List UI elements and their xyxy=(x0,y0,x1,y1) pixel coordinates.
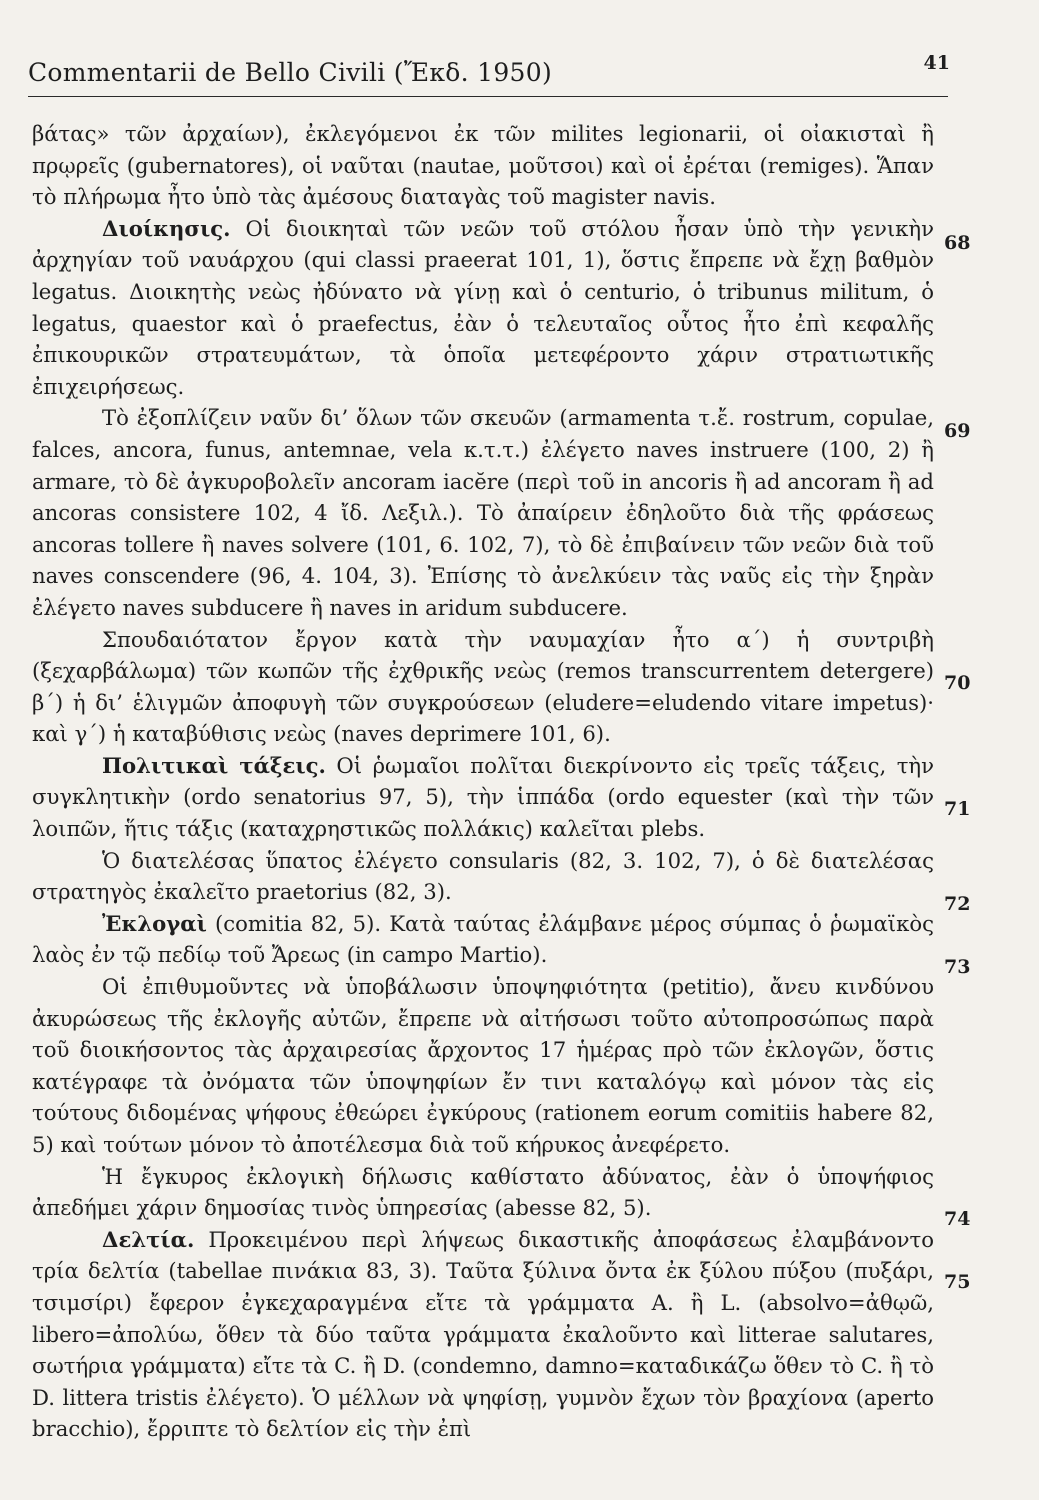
paragraph-text: Σπουδαιότατον ἔργον κατὰ τὴν ναυμαχίαν ἦτο α΄) ἡ συντριβὴ (ξεχαρβάλωμα) τῶν κωπῶν τῆς ἐχθρικῆς νεὼς (remos transcurrentem detergere) β΄) ἡ δι’ ἑλιγμῶν ἀποφυγὴ τῶν συγκρούσεων (eludere=eludendo vitare impetus)· καὶ γ΄) ἡ καταβύθισις νεὼς (naves deprimere 101, 6). xyxy=(32,626,934,747)
paragraph-text: Ὁ διατελέσας ὕπατος ἐλέγετο consularis (82, 3. 102, 7), ὁ δὲ διατελέσας στρατηγὸς ἐκαλεῖτο praetorius (82, 3). xyxy=(32,847,934,905)
paragraph xyxy=(32,971,934,1161)
margin-section-number: 71 xyxy=(944,798,971,820)
paragraph-text: Οἱ ἐπιθυμοῦντες νὰ ὑποβάλωσιν ὑποψηφιότητα (petitio), ἄνευ κινδύνου ἀκυρώσεως τῆς ἐκλογῆς αὐτῶν, ἔπρεπε νὰ αἰτήσωσι τοῦτο αὐτοπροσώπως παρὰ τοῦ διοικήσοντος τὰς ἀρχαιρεσίας ἄρχοντος 17 ἡμέρας πρὸ τῶν ἐκλογῶν, ὅστις κατέγραφε τὰ ὀνόματα τῶν ὑποψηφίων ἔν τινι καταλόγῳ καὶ μόνον τὰς εἰς τούτους διδομένας ψήφους ἐθεώρει ἐγκύρους (rationem eorum comitiis habere 82, 5) καὶ τούτων μόνον τὸ ἀποτέλεσμα διὰ τοῦ κήρυκος ἀνεφέρετο. xyxy=(32,974,934,1157)
paragraph-text: (comitia 82, 5). Κατὰ ταύτας ἐλάμβανε μέρος σύμπας ὁ ῥωμαϊκὸς λαὸς ἐν τῷ πεδίῳ τοῦ Ἄρεως (in campo Martio). xyxy=(32,910,934,968)
page-header xyxy=(28,52,948,97)
paragraph-text: Τὸ ἐξοπλίζειν ναῦν δι’ ὅλων τῶν σκευῶν (armamenta τ.ἔ. rostrum, copulae, falces, ancora, funus, antemnae, vela κ.τ.τ.) ἐλέγετο naves instruere (100, 2) ἢ armare, τὸ δὲ ἀγκυροβολεῖν ancoram iacĕre (περὶ τοῦ in ancoris ἢ ad ancoram ἢ ad ancoras consistere 102, 4 ἴδ. Λεξιλ.). Τὸ ἀπαίρειν ἐδηλοῦτο διὰ τῆς φράσεως ancoras tollere ἢ naves solvere (101, 6. 102, 7), τὸ δὲ ἐπιβαίνειν τῶν νεῶν διὰ τοῦ naves conscendere (96, 4. 104, 3). Ἐπίσης τὸ ἀνελκύειν τὰς ναῦς εἰς τὴν ξηρὰν ἐλέγετο naves subducere ἢ naves in aridum subducere. xyxy=(32,405,934,620)
paragraph-text: Οἱ ῥωμαῖοι πολῖται διεκρίνοντο εἰς τρεῖς τάξεις, τὴν συγκλητικὴν (ordo senatorius 97, 5), τὴν ἱππάδα (ordo equester (καὶ τὴν τῶν λοιπῶν, ἥτις τάξις (καταχρηστικῶς πολλάκις) καλεῖται plebs. xyxy=(32,752,934,842)
margin-section-number: 74 xyxy=(944,1208,971,1230)
running-title: Commentarii de Bello Civili (Ἔκδ. 1950) xyxy=(28,58,553,87)
paragraph-text: Προκειμένου περὶ λήψεως δικαστικῆς ἀποφάσεως ἐλαμβάνοντο τρία δελτία (tabellae πινάκια 83, 3). Ταῦτα ξύλινα ὄντα ἐκ ξύλου πύξου (πυξάρι, τσιμσίρι) ἔφερον ἐγκεχαραγμένα εἴτε τὰ γράμματα A. ἢ L. (absolvo=ἀθῳῶ, libero=ἀπολύω, ὅθεν τὰ δύο ταῦτα γράμματα ἐκαλοῦντο καὶ litterae salutares, σωτήρια γράμματα) εἴτε τὰ C. ἢ D. (condemno, damno=καταδικάζω ὅθεν τὸ C. ἢ τὸ D. littera tristis ἐλέγετο). Ὁ μέλλων νὰ ψηφίσῃ, γυμνὸν ἔχων τὸν βραχίονα (aperto bracchio), ἔρριπτε τὸ δελτίον εἰς τὴν ἐπὶ xyxy=(32,1226,934,1442)
margin-section-number: 68 xyxy=(944,232,971,254)
page-number: 41 xyxy=(923,52,950,74)
paragraph xyxy=(32,213,934,403)
section-heading: Διοίκησις. xyxy=(102,215,231,241)
paragraph xyxy=(32,402,934,623)
paragraph xyxy=(32,908,934,971)
section-heading: Πολιτικαὶ τάξεις. xyxy=(102,752,326,778)
margin-section-number: 73 xyxy=(944,956,971,978)
paragraph xyxy=(32,1161,934,1224)
body-text xyxy=(32,118,934,1445)
margin-section-number: 72 xyxy=(944,893,971,915)
paragraph xyxy=(32,118,934,213)
paragraph xyxy=(32,750,934,845)
paragraph-text: Οἱ διοικηταὶ τῶν νεῶν τοῦ στόλου ἦσαν ὑπὸ τὴν γενικὴν ἀρχηγίαν τοῦ ναυάρχου (qui classi praeerat 101, 1), ὅστις ἔπρεπε νὰ ἔχῃ βαθμὸν legatus. Διοικητὴς νεὼς ἠδύνατο νὰ γίνῃ καὶ ὁ centurio, ὁ tribunus militum, ὁ legatus, quaestor καὶ ὁ praefectus, ἐὰν ὁ τελευταῖος οὗτος ἦτο ἐπὶ κεφαλῆς ἐπικουρικῶν στρατευμάτων, τὰ ὁποῖα μετεφέροντο χάριν στρατιωτικῆς ἐπιχειρήσεως. xyxy=(32,215,934,399)
margin-section-number: 70 xyxy=(944,672,971,694)
section-heading: Ἐκλογαὶ xyxy=(102,910,207,936)
margin-section-number: 75 xyxy=(944,1271,971,1293)
paragraph xyxy=(32,624,934,750)
section-heading: Δελτία. xyxy=(102,1226,195,1252)
paragraph xyxy=(32,845,934,908)
paragraph xyxy=(32,1224,934,1445)
margin-section-number: 69 xyxy=(944,420,971,442)
paragraph-text: βάτας» τῶν ἀρχαίων), ἐκλεγόμενοι ἐκ τῶν milites legionarii, οἱ οἰακισταὶ ἢ πρῳρεῖς (gubernatores), οἱ ναῦται (nautae, μοῦτσοι) καὶ οἱ ἐρέται (remiges). Ἅπαν τὸ πλήρωμα ἦτο ὑπὸ τὰς ἀμέσους διαταγὰς τοῦ magister navis. xyxy=(32,121,934,210)
paragraph-text: Ἡ ἔγκυρος ἐκλογικὴ δήλωσις καθίστατο ἀδύνατος, ἐὰν ὁ ὑποψήφιος ἀπεδήμει χάριν δημοσίας τινὸς ὑπηρεσίας (abesse 82, 5). xyxy=(32,1163,934,1221)
